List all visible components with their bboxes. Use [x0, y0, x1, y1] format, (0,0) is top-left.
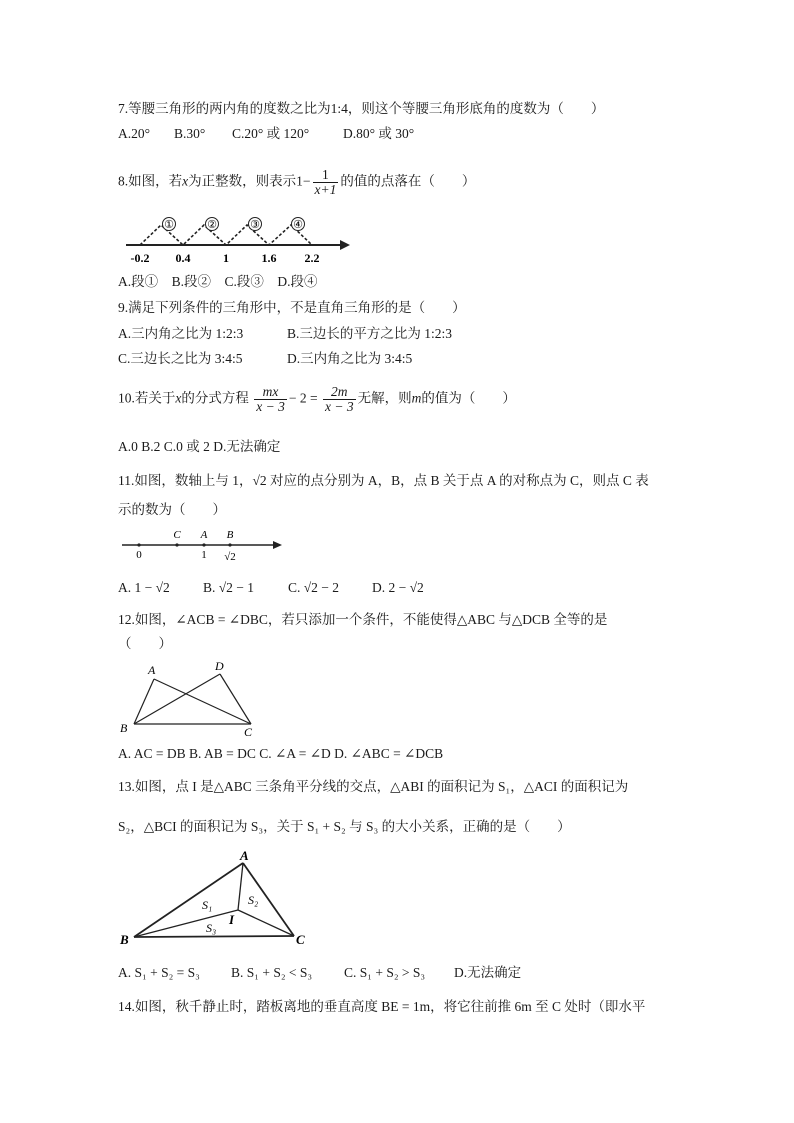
svg-text:④: ④ — [293, 219, 303, 231]
q11-stem-line2: 示的数为（ ） — [118, 502, 226, 517]
q11-option-a: A. 1 − √2 — [118, 580, 170, 595]
q13-option-a: A. S₁ + S₂ = S₃ — [118, 965, 200, 980]
svg-text:①: ① — [164, 219, 174, 231]
q11-option-b: B. √2 − 1 — [203, 580, 255, 595]
vertex-label-c: C — [296, 932, 305, 947]
segment-label-4 — [292, 218, 305, 232]
tick-label-2.2: 2.2 — [304, 251, 320, 265]
q9-option-d: D.三内角之比为 3:4:5 — [287, 351, 413, 366]
svg-text:②: ② — [207, 219, 217, 231]
q12-triangles-figure — [116, 660, 266, 740]
q7-option-a: A.20° — [118, 126, 151, 141]
tick-label-neg-0.2: -0.2 — [130, 251, 150, 265]
q9-option-c: C.三边长之比为 3:4:5 — [118, 351, 243, 366]
q9-option-a: A.三内角之比为 1:2:3 — [118, 326, 244, 341]
q11-number-line-figure — [118, 524, 288, 564]
q7-stem: 7.等腰三角形的两内角的度数之比为1:4，则这个等腰三角形底角的度数为（ ） — [118, 101, 605, 116]
svg-text:③: ③ — [250, 219, 260, 231]
vertex-label-a: A — [240, 848, 249, 863]
q14-stem: 14.如图，秋千静止时，踏板离地的垂直高度 BE = 1m，将它往前推 6m 至 C 处时（即水平 — [118, 999, 646, 1014]
vertex-label-c: C — [244, 725, 253, 739]
q8-options: A.段① B.段② C.段③ D.段④ — [118, 274, 318, 289]
incenter-label-i: I — [229, 912, 235, 927]
q10-options: A.0 B.2 C.0 或 2 D.无法确定 — [118, 439, 281, 454]
q13-option-d: D.无法确定 — [454, 965, 522, 980]
q11-option-d: D. 2 − √2 — [372, 580, 424, 595]
q11-stem-line1: 11.如图，数轴上与 1，√2 对应的点分别为 A，B，点 B 关于点 A 的对称点为 C，则点 C 表 — [118, 473, 649, 488]
area-label-s1: S₁ — [202, 898, 213, 912]
q7-option-d: D.80° 或 30° — [343, 126, 415, 141]
point-label-b: B — [226, 529, 234, 541]
tick-label-1.6: 1.6 — [261, 251, 277, 265]
area-label-s2: S₂ — [248, 893, 259, 907]
area-label-s3: S₃ — [206, 921, 217, 935]
vertex-label-a: A — [148, 663, 156, 677]
q8-stem: 8.如图，若x为正整数，则表示1− $\frac{1}{x+1}$ 的值的点落在（ ） — [118, 167, 476, 197]
segment-label-2 — [206, 218, 219, 232]
q13-stem-line2: S₂，△BCI 的面积记为 S₃，关于 S₁ + S₂ 与 S₃ 的大小关系，正确的是（ ） — [118, 819, 571, 834]
point-label-c: C — [173, 529, 181, 541]
q8-fraction: $\frac{1}{x+1}$ — [314, 167, 337, 197]
q7-option-b: B.30° — [174, 126, 206, 141]
q13-stem-line1: 13.如图，点 I 是△ABC 三条角平分线的交点，△ABI 的面积记为 S₁，△ACI 的面积记为 — [118, 779, 629, 794]
q7-option-c: C.20° 或 120° — [232, 126, 310, 141]
q10-stem: 10.若关于x的分式方程 $\frac{mx}{x - 3}$ − 2 = $\frac{2m}{x - 3}$ 无解，则m的值为（ ） — [118, 384, 516, 414]
q10-lhs-fraction: $\frac{mx}{x - 3}$ — [256, 384, 285, 414]
q13-option-b: B. S₁ + S₂ < S₃ — [231, 965, 313, 980]
vertex-label-b: B — [120, 721, 128, 735]
tick-label-1: 1 — [201, 549, 207, 561]
tick-label-sqrt2: √2 — [224, 551, 236, 563]
q13-triangle-figure — [116, 846, 316, 950]
segment-label-1 — [163, 218, 176, 232]
q13-option-c: C. S₁ + S₂ > S₃ — [344, 965, 426, 980]
tick-label-0: 0 — [136, 549, 142, 561]
q9-stem: 9.满足下列条件的三角形中，不是直角三角形的是（ ） — [118, 300, 466, 315]
q12-stem-line1: 12.如图，∠ACB = ∠DBC，若只添加一个条件，不能使得△ABC 与△DCB 全等的是 — [118, 612, 608, 627]
q10-rhs-fraction: $\frac{2m}{x - 3}$ — [324, 384, 354, 414]
q12-stem-line2: （ ） — [118, 636, 172, 651]
tick-label-0.4: 0.4 — [175, 251, 191, 265]
q11-option-c: C. √2 − 2 — [288, 580, 340, 595]
q9-option-b: B.三边长的平方之比为 1:2:3 — [287, 326, 453, 341]
q8-number-line-figure — [118, 212, 354, 268]
tick-label-1: 1 — [223, 251, 229, 265]
point-label-a: A — [200, 529, 208, 541]
segment-label-3 — [249, 218, 262, 232]
vertex-label-d: D — [215, 660, 224, 673]
q12-options: A. AC = DB B. AB = DC C. ∠A = ∠D D. ∠ABC = ∠DCB — [118, 746, 444, 761]
vertex-label-b: B — [120, 932, 129, 947]
